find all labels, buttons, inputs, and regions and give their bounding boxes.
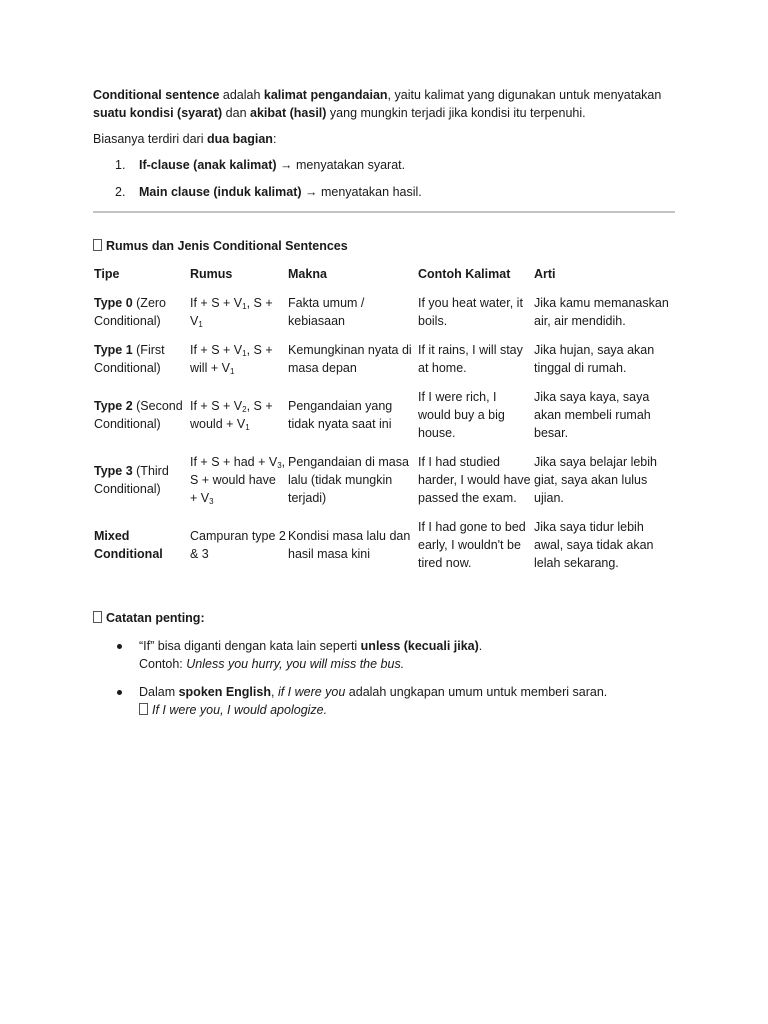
notes-list bbox=[93, 637, 675, 719]
bullet-icon bbox=[117, 644, 122, 649]
list-item bbox=[93, 156, 675, 174]
type-name: Type 0 bbox=[94, 296, 133, 310]
formula-part: , S + V bbox=[190, 296, 273, 328]
list-item bbox=[93, 637, 675, 673]
list-number: 1. bbox=[115, 158, 126, 172]
type-desc: (First Conditional) bbox=[94, 343, 165, 375]
text: , yaitu kalimat yang digunakan untuk menyatakan bbox=[387, 88, 662, 102]
missing-glyph-icon bbox=[93, 611, 102, 623]
cell-contoh: If I had gone to bed early, I wouldn't be tired now. bbox=[418, 520, 526, 570]
term-unless: unless (kecuali jika) bbox=[360, 639, 479, 653]
formula-sub: 1 bbox=[229, 367, 235, 376]
table-row bbox=[93, 518, 675, 583]
table-row bbox=[93, 388, 675, 453]
cell-rumus bbox=[189, 341, 287, 388]
cell-rumus bbox=[189, 294, 287, 341]
term-suatu-kondisi: suatu kondisi (syarat) bbox=[93, 106, 223, 120]
cell-rumus bbox=[189, 453, 287, 518]
list-number: 2. bbox=[115, 185, 126, 199]
cell-arti: Jika hujan, saya akan tinggal di rumah. bbox=[534, 343, 655, 375]
column-header-makna: Makna bbox=[288, 267, 327, 281]
type-desc: (Zero Conditional) bbox=[94, 296, 167, 328]
text: adalah ungkapan umum untuk memberi saran. bbox=[345, 685, 608, 699]
parts-list bbox=[93, 156, 675, 201]
text: Contoh: bbox=[139, 657, 187, 671]
text: “If” bisa diganti dengan kata lain seperti bbox=[139, 639, 361, 653]
list-term: If-clause (anak kalimat) bbox=[139, 158, 277, 172]
table-row bbox=[93, 294, 675, 341]
formula-sub: 1 bbox=[245, 423, 250, 432]
cell-tipe bbox=[93, 388, 189, 453]
text: . bbox=[478, 639, 483, 653]
cell-tipe bbox=[93, 294, 189, 341]
cell-makna: Kondisi masa lalu dan hasil masa kini bbox=[288, 529, 411, 561]
document-page bbox=[93, 86, 675, 729]
cell-rumus: Campuran type 2 & 3 bbox=[190, 529, 286, 561]
text: , bbox=[270, 685, 278, 699]
bullet-icon bbox=[117, 690, 122, 695]
formula-part: If + S + had + V bbox=[190, 455, 278, 469]
formula-sub: 1 bbox=[242, 349, 247, 358]
term-dua-bagian: dua bagian bbox=[206, 132, 273, 146]
cell-arti: Jika kamu memanaskan air, air mendidih. bbox=[534, 296, 669, 328]
formula-sub: 3 bbox=[277, 461, 282, 470]
missing-glyph-icon bbox=[139, 703, 148, 715]
formula-part: If + S + V bbox=[190, 296, 243, 310]
list-item bbox=[93, 683, 675, 719]
section-title-text: Catatan penting: bbox=[106, 611, 205, 625]
cell-tipe bbox=[93, 518, 189, 583]
cell-makna: Kemungkinan nyata di masa depan bbox=[288, 343, 412, 375]
term-conditional-sentence: Conditional sentence bbox=[93, 88, 220, 102]
cell-makna: Fakta umum / kebiasaan bbox=[288, 296, 365, 328]
cell-arti: Jika saya tidur lebih awal, saya tidak akan lelah sekarang. bbox=[534, 520, 654, 570]
section-title-rumus bbox=[93, 237, 675, 255]
formula-sub: 2 bbox=[242, 405, 247, 414]
cell-tipe bbox=[93, 341, 189, 388]
example-sentence: Unless you hurry, you will miss the bus. bbox=[186, 657, 405, 671]
text: yang mungkin terjadi jika kondisi itu terpenuhi. bbox=[326, 106, 586, 120]
cell-makna: Pengandaian di masa lalu (tidak mungkin terjadi) bbox=[288, 455, 409, 505]
type-name: Type 1 bbox=[94, 343, 133, 357]
text: : bbox=[272, 132, 277, 146]
type-desc: (Second Conditional) bbox=[94, 399, 183, 431]
list-text: → menyatakan hasil. bbox=[301, 185, 422, 199]
intro-paragraph bbox=[93, 86, 675, 122]
cell-contoh: If I had studied harder, I would have passed the exam. bbox=[418, 455, 531, 505]
list-item bbox=[93, 183, 675, 201]
term-akibat: akibat (hasil) bbox=[250, 106, 327, 120]
table-header-row bbox=[93, 265, 675, 294]
cell-tipe bbox=[93, 453, 189, 518]
type-desc: (Third Conditional) bbox=[94, 464, 169, 496]
cell-contoh: If you heat water, it boils. bbox=[418, 296, 523, 328]
formula-part: If + S + V bbox=[190, 399, 243, 413]
list-term: Main clause (induk kalimat) bbox=[139, 185, 302, 199]
cell-arti: Jika saya belajar lebih giat, saya akan lulus ujian. bbox=[534, 455, 657, 505]
type-name: Mixed Conditional bbox=[94, 529, 163, 561]
example-sentence: If I were you, I would apologize. bbox=[152, 703, 328, 717]
formula-sub: 1 bbox=[242, 302, 247, 311]
table-row bbox=[93, 341, 675, 388]
text: Dalam bbox=[139, 685, 179, 699]
cell-arti: Jika saya kaya, saya akan membeli rumah besar. bbox=[534, 390, 651, 440]
formula-sub: 1 bbox=[198, 320, 203, 329]
column-header-rumus: Rumus bbox=[190, 267, 233, 281]
formula-part: , S + would + V bbox=[190, 399, 273, 431]
cell-contoh: If it rains, I will stay at home. bbox=[418, 343, 523, 375]
type-name: Type 3 bbox=[94, 464, 133, 478]
term-spoken-english: spoken English bbox=[178, 685, 271, 699]
cell-makna: Pengandaian yang tidak nyata saat ini bbox=[288, 399, 393, 431]
list-text: → menyatakan syarat. bbox=[276, 158, 406, 172]
formula-sub: 3 bbox=[209, 497, 214, 506]
section-title-text: Rumus dan Jenis Conditional Sentences bbox=[106, 239, 348, 253]
parts-paragraph bbox=[93, 130, 675, 148]
table-row bbox=[93, 453, 675, 518]
column-header-contoh: Contoh Kalimat bbox=[418, 267, 511, 281]
formula-part: , S + would have + V bbox=[190, 455, 286, 505]
conditional-table bbox=[93, 265, 675, 583]
type-name: Type 2 bbox=[94, 399, 133, 413]
column-header-tipe: Tipe bbox=[94, 267, 120, 281]
text: Biasanya terdiri dari bbox=[93, 132, 207, 146]
horizontal-divider bbox=[93, 211, 675, 213]
text: dan bbox=[222, 106, 251, 120]
missing-glyph-icon bbox=[93, 239, 102, 251]
formula-part: , S + will + V bbox=[190, 343, 273, 375]
text: adalah bbox=[219, 88, 264, 102]
cell-contoh: If I were rich, I would buy a big house. bbox=[418, 390, 505, 440]
example-phrase: if I were you bbox=[277, 685, 346, 699]
cell-rumus bbox=[189, 388, 287, 453]
section-title-catatan bbox=[93, 609, 675, 627]
formula-part: If + S + V bbox=[190, 343, 243, 357]
column-header-arti: Arti bbox=[534, 267, 556, 281]
term-kalimat-pengandaian: kalimat pengandaian bbox=[263, 88, 388, 102]
